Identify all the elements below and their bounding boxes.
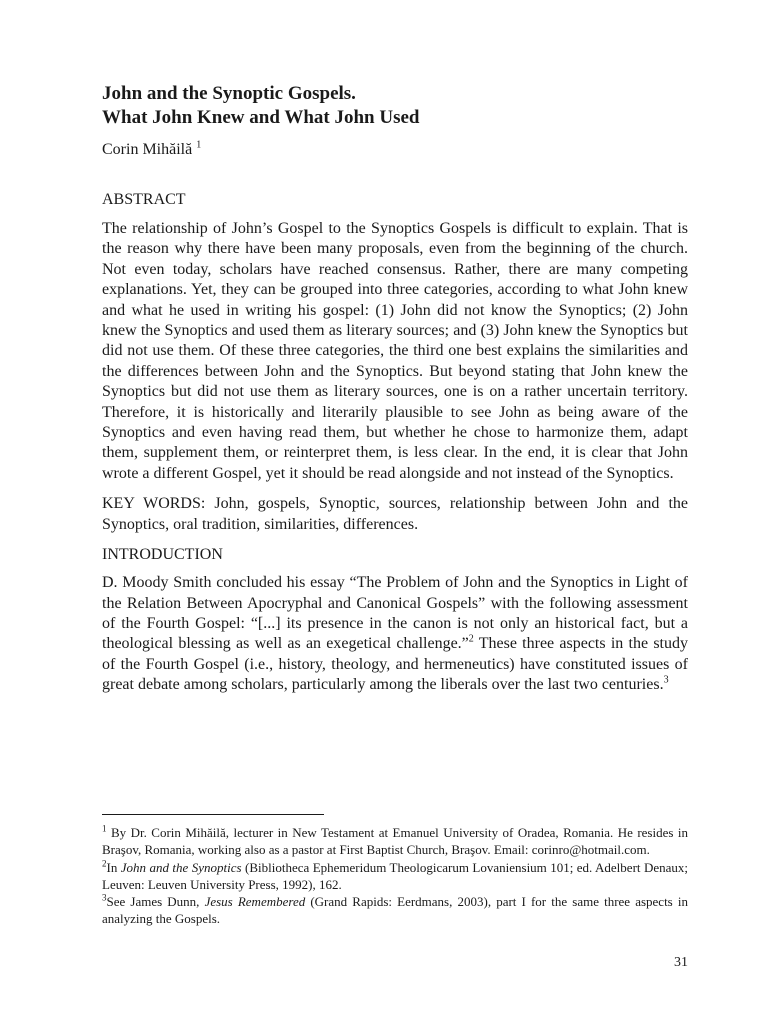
footnote-2 (102, 859, 688, 894)
author-line (102, 140, 688, 160)
article-title (102, 82, 688, 130)
introduction-text (102, 573, 688, 695)
footnote-2-marker: 2 (102, 858, 107, 869)
footnote-2-prefix: In (106, 859, 121, 875)
article-body (102, 82, 688, 696)
introduction-heading: INTRODUCTION (102, 546, 223, 564)
keywords-text: KEY WORDS: John, gospels, Synoptic, sources, relationship between John and the Synoptics, oral tradition, similarities, differences. (102, 495, 688, 533)
introduction-text-part2: These three aspects in the study of the Fourth Gospel (i.e., history, theology, and hermeneutics) have constituted issues of great debate among scholars, particularly among the liberals over the last two centuries. (102, 635, 688, 694)
footnote-1 (102, 824, 688, 859)
abstract-heading: ABSTRACT (102, 191, 186, 208)
footnote-1-text: By Dr. Corin Mihăilă, lecturer in New Testament at Emanuel University of Oradea, Romania. He resides in Braşov, Romania, working also as a pastor at First Baptist Church, Braşov. Email: corinro@hotmail.com. (102, 825, 688, 858)
author-footnote-ref[interactable]: 1 (196, 139, 202, 151)
footnote-separator (102, 814, 324, 815)
title-line-2: What John Knew and What John Used (102, 107, 420, 128)
author-name: Corin Mihăilă (102, 141, 193, 158)
footnote-3-marker: 3 (102, 892, 107, 903)
footnote-2-title: John and the Synoptics (120, 859, 242, 875)
footnotes (102, 824, 688, 928)
title-line-1: John and the Synoptic Gospels. (102, 83, 356, 104)
footnote-ref-3[interactable]: 3 (663, 674, 669, 686)
abstract-text: The relationship of John’s Gospel to the Synoptics Gospels is difficult to explain. That is the reason why there have been many proposals, even from the beginning of the church. Not even today, scholars have reached consensus. Rather, there are many competing explanations. Yet, they can be grouped into three categories, according to what John knew and what he used in writing his gospel: (1) John did not know the Synoptics; (2) John knew the Synoptics and used them as literary sources; and (3) John knew the Synoptics but did not use them. Of these three categories, the third one best explains the similarities and the differences between John and the Synoptics. But beyond stating that John knew the Synoptics but did not use them as literary sources, one is on a rather uncertain territory. Therefore, it is historically and literarily plausible to see John as being aware of the Synoptics and even having read them, but whether he chose to harmonize them, adapt them, supplement them, or reinterpret them, is less clear. In the end, it is clear that John wrote a different Gospel, yet it should be read alongside and not instead of the Synoptics. (102, 220, 688, 482)
footnote-3-prefix: See James Dunn, (106, 894, 205, 910)
footnote-3-suffix: (Grand Rapids: Eerdmans, 2003), part I for the same three aspects in analyzing the Gospels. (102, 894, 688, 927)
footnote-ref-2[interactable]: 2 (468, 633, 474, 645)
footnote-1-marker: 1 (102, 823, 107, 834)
footnote-3 (102, 893, 688, 928)
page-number: 31 (674, 955, 688, 970)
footnote-3-title: Jesus Remembered (204, 894, 306, 910)
introduction-text-part1: D. Moody Smith concluded his essay “The Problem of John and the Synoptics in Light of the Relation Between Apocryphal and Canonical Gospels” with the following assessment of the Fourth Gospel: “[...] its presence in the canon is not only an historical fact, but a theological blessing as well as an exegetical challenge.” (102, 574, 688, 653)
footnote-2-suffix: (Bibliotheca Ephemeridum Theologicarum Lovaniensium 101; ed. Adelbert Denaux; Leuven: Leuven University Press, 1992), 162. (102, 859, 688, 892)
